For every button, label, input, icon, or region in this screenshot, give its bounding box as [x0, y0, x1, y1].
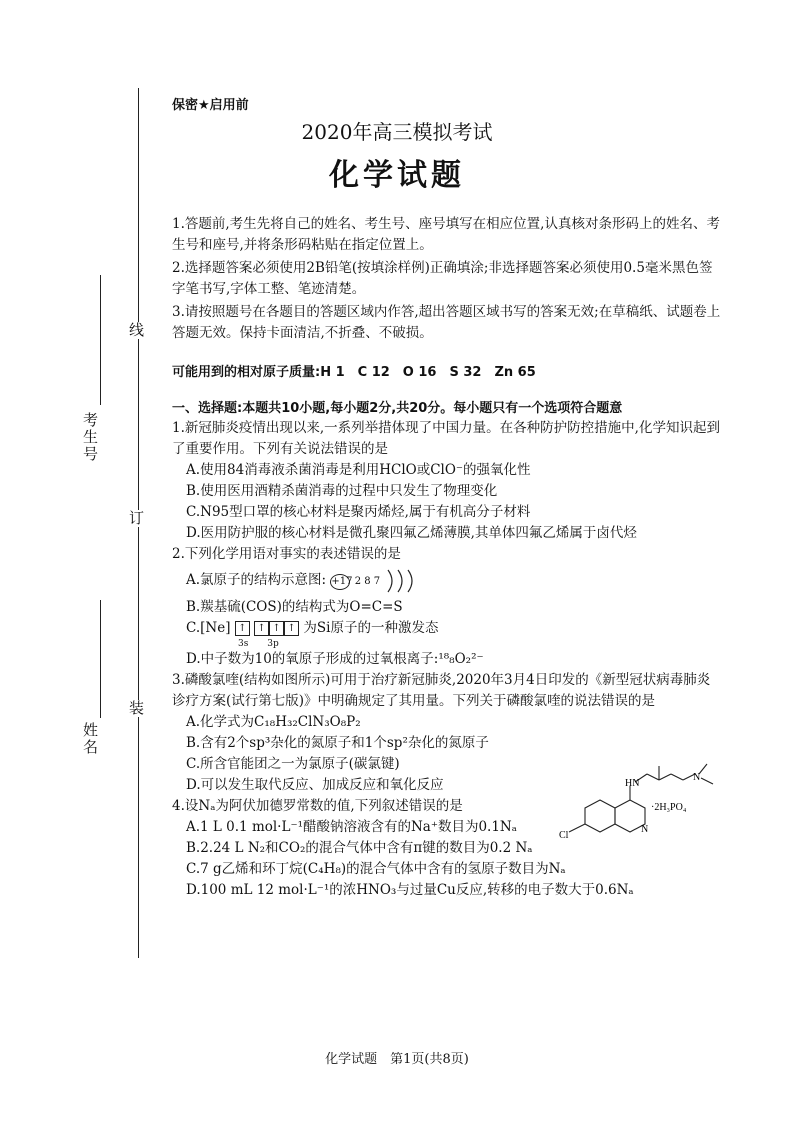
line-char: 线 [127, 322, 145, 339]
zhuang-char: 装 [127, 700, 145, 717]
subject-title: 化学试题 [329, 158, 465, 193]
q4-option-c: C.7 g乙烯和环丁烷(C₄H₈)的混合气体中含有的氢原子数目为Nₐ [186, 861, 566, 877]
q2-stem: 2.下列化学用语对事实的表述错误的是 [172, 546, 401, 562]
q2-option-a [172, 565, 722, 597]
q3-option-b: B.含有2个sp³杂化的氮原子和1个sp²杂化的氮原子 [186, 735, 489, 751]
q4-option-d: D.100 mL 12 mol·L⁻¹的浓HNO₃与过量Cu反应,转移的电子数大于0.6Nₐ [186, 882, 634, 898]
q3-option-c: C.所含官能团之一为氯原子(碳氯键) [186, 756, 400, 772]
q3-option-d: D.可以发生取代反应、加成反应和氧化反应 [186, 777, 444, 793]
q2-option-b: B.羰基硫(COS)的结构式为O=C=S [186, 599, 403, 615]
atom-nucleus: +17 [330, 574, 350, 590]
q3-option-a: A.化学式为C₁₈H₃₂ClN₃O₈P₂ [186, 714, 361, 730]
page-footer: 化学试题 第1页(共8页) [325, 1052, 469, 1067]
exam-no-label: 考生号 [81, 412, 99, 463]
instruction-3: 3.请按照题号在各题目的答题区域内作答,超出答题区域书写的答案无效;在草稿纸、试题卷上答题无效。保持卡面清洁,不折叠、不破损。 [172, 304, 721, 341]
exam-title: 2020年高三模拟考试 [301, 120, 493, 144]
q3-stem: 3.磷酸氯喹(结构如图所示)可用于治疗新冠肺炎,2020年3月4日印发的《新型冠状病毒肺炎诊疗方案(试行第七版)》中明确规定了其用量。下列关于磷酸氯喹的说法错误的是 [172, 672, 711, 709]
name-label: 姓名 [81, 722, 99, 756]
orbital-3s-label: 3s [238, 639, 249, 649]
phosphate-label: ·2H₃PO₄ [651, 802, 687, 813]
q1-stem: 1.新冠肺炎疫情出现以来,一系列举措体现了中国力量。在各种防护防控措施中,化学知识起到了重要作用。下列有关说法错误的是 [172, 420, 720, 457]
hn-group-label: HN [625, 778, 640, 789]
q2-option-d: D.中子数为10的氧原子形成的过氧根离子:¹⁸₈O₂²⁻ [186, 651, 484, 667]
instructions [172, 214, 722, 346]
exam-no-blank [100, 275, 101, 405]
q2-option-c-prefix: C.[Ne] [186, 620, 231, 636]
instruction-2: 2.选择题答案必须使用2B铅笔(按填涂样例)正确填涂;非选择题答案必须使用0.5毫米黑色签字笔书写,字体工整、笔迹清楚。 [172, 260, 713, 297]
section-title: 一、选择题:本题共10小题,每小题2分,共20分。每小题只有一个选项符合题意 [172, 401, 623, 416]
orbital-3p-box-1: ↑ [254, 621, 269, 636]
cl-atom-label: Cl [559, 830, 569, 841]
electron-shells: 2 8 7 [354, 576, 381, 587]
orbital-3s-box: ↑ [235, 621, 250, 636]
q2-option-c-suffix: 为Si原子的一种激发态 [303, 620, 439, 636]
orbital-3p-label: 3p [267, 639, 279, 649]
n-atom-label: N [693, 772, 701, 783]
instruction-1: 1.答题前,考生先将自己的姓名、考生号、座号填写在相应位置,认真核对条形码上的姓名、考生号和座号,并将条形码粘贴在指定位置上。 [172, 216, 720, 253]
q1-option-a: A.使用84消毒液杀菌消毒是利用HClO或ClO⁻的强氧化性 [186, 462, 531, 478]
q1-option-b: B.使用医用酒精杀菌消毒的过程中只发生了物理变化 [186, 483, 498, 499]
q4-option-b: B.2.24 L N₂和CO₂的混合气体中含有π键的数目为0.2 Nₐ [186, 840, 533, 856]
q2-option-c [172, 618, 722, 639]
shell-arcs-icon [384, 568, 418, 594]
ring-n-label: N [641, 824, 649, 835]
name-blank [100, 600, 101, 718]
q2-option-a-text: A.氯原子的结构示意图: [186, 572, 327, 588]
q1-option-c: C.N95型口罩的核心材料是聚丙烯烃,属于有机高分子材料 [186, 504, 531, 520]
chloroquine-structure-diagram [555, 760, 720, 855]
orbital-labels [172, 639, 722, 649]
ding-char: 订 [127, 510, 145, 527]
q4-option-a: A.1 L 0.1 mol·L⁻¹醋酸钠溶液含有的Na⁺数目为0.1Nₐ [186, 819, 517, 835]
orbital-3p-box-3: ↑ [284, 621, 299, 636]
atomic-masses: 可能用到的相对原子质量:H 1 C 12 O 16 S 32 Zn 65 [172, 365, 536, 380]
q4-stem: 4.设Nₐ为阿伏加德罗常数的值,下列叙述错误的是 [172, 798, 463, 814]
confidential-mark: 保密★启用前 [172, 98, 249, 113]
q1-option-d: D.医用防护服的核心材料是微孔聚四氟乙烯薄膜,其单体四氟乙烯属于卤代烃 [186, 525, 637, 541]
orbital-3p-box-2: ↑ [269, 621, 284, 636]
